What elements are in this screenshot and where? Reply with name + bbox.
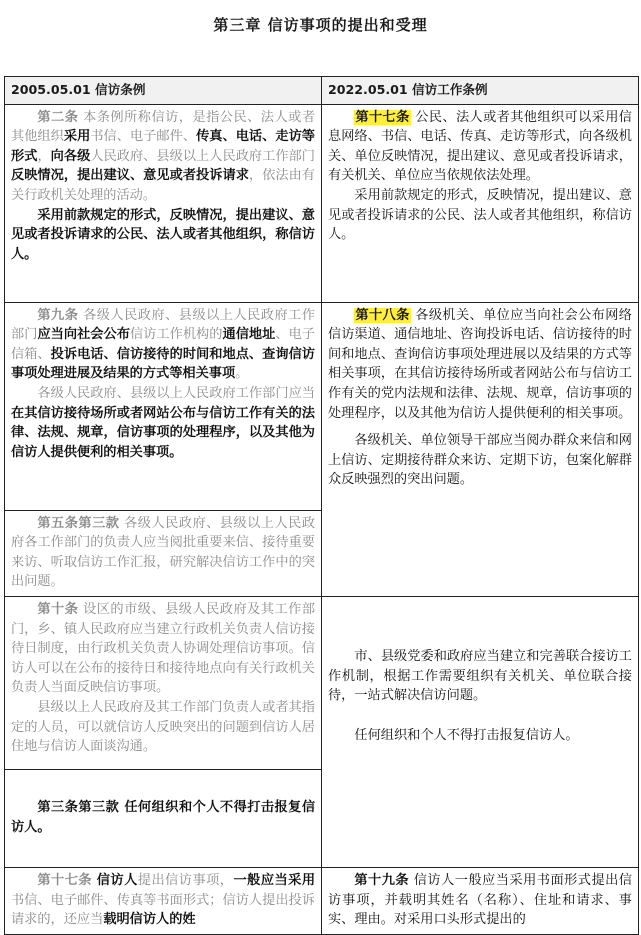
text-span: 各级机关、单位应当向社会公布网络信访渠道、通信地址、咨询投诉电话、信访接待的时间和地点、查询信访事项处理进展以及结果的方式等相关事项，在其信访接待场所或者网站公布与信访工作有关的党内法规和法律、法规、规章，信访事项的处理程序，以及其他为信访人提供便利的相关事项。 (328, 307, 632, 421)
table-row (5, 867, 639, 934)
paragraph (11, 384, 315, 462)
cell-old-article-9 (5, 302, 322, 510)
header-right: 2022.05.01 信访工作条例 (322, 77, 639, 105)
cell-old-article-17 (5, 867, 322, 934)
text-span: 各级人民政府、县级以上人民政府工作部门应当 (37, 385, 315, 401)
article-number-highlight: 第十七条 (355, 109, 410, 125)
article-number: 第十七条 (37, 872, 93, 888)
paragraph (11, 306, 315, 384)
article-number: 第十条 (37, 601, 79, 617)
bold-span: 向各级 (50, 148, 91, 164)
cell-old-article-3-3 (5, 769, 322, 867)
bold-span: 投诉电话、信访接待的时间和地点、查询信访事项处理进展及结果的方式等相关事项 (11, 346, 315, 382)
table-row (5, 302, 639, 510)
bold-span: 应当向社会公布 (37, 327, 130, 343)
text-span: 人民政府、县级以上人民政府工作部门 (90, 148, 315, 164)
text-span: ，依法由有关行政机关处理的活动。 (11, 168, 315, 203)
paragraph: 各级机关、单位领导干部应当阅办群众来信和网上信访、定期接待群众来访、定期下访，包案化解群众反映强烈的突出问题。 (328, 433, 632, 488)
text-span: 各级人民政府、县级以上人民政府各工作部门的负责人应当阅批重要来信、接待重要来访、听取信访工作汇报，研究解决信访工作中的突出问题。 (11, 515, 316, 590)
paragraph (11, 108, 315, 206)
cell-old-article-2 (5, 104, 322, 302)
cell-old-article-10 (5, 596, 322, 769)
paragraph (11, 871, 315, 930)
paragraph (11, 600, 315, 698)
text-span: 书信、电子邮件、 (90, 129, 197, 145)
text-span: 设区的市级、县级人民政府及其工作部门，乡、镇人民政府应当建立行政机关负责人信访接待日制度，由行政机关负责人协调处理信访事项。信访人可以在公布的接待日和接待地点向有关行政机关负责人当面反映信访事项。 (11, 601, 316, 696)
article-number: 第九条 (37, 307, 79, 323)
paragraph: 采用前款规定的形式，反映情况，提出建议、意见或者投诉请求的公民、法人或者其他组织，称信访人。 (328, 187, 632, 243)
paragraph (328, 306, 632, 424)
article-number: 第五条第三款 (37, 515, 120, 531)
spacer (328, 423, 632, 431)
bold-span: 信访人 (96, 872, 138, 888)
paragraph (11, 514, 315, 592)
cell-old-article-5-3 (5, 510, 322, 596)
paragraph: 任何组织和个人不得打击报复信访人。 (354, 728, 579, 744)
bold-span: 反映情况，提出建议、意见或者投诉请求 (11, 168, 249, 184)
text-span: 信访工作机构的 (129, 327, 223, 343)
header-left: 2005.05.01 信访条例 (5, 77, 322, 105)
paragraph (11, 798, 315, 837)
article-number: 第三条第三款 (37, 800, 120, 816)
comparison-table (4, 76, 639, 935)
header-row (5, 77, 639, 105)
spacer (328, 706, 632, 726)
text-span: 。 (235, 366, 249, 382)
text-span: 提出信访事项， (137, 872, 234, 888)
text-span: 、电子信箱、 (11, 327, 315, 362)
paragraph: 市、县级党委和政府应当建立和完善联合接访工作机制，根据工作需要组织有关机关、单位联合接待，一站式解决信访问题。 (328, 649, 632, 704)
chapter-title: 第三章 信访事项的提出和受理 (213, 16, 428, 34)
table-row (5, 104, 639, 302)
bold-span: 传真、电话、走访等形式 (11, 129, 315, 164)
text-span: 各级人民政府、县级以上人民政府工作部门 (11, 307, 316, 343)
spacer (328, 746, 632, 816)
table-row (5, 596, 639, 769)
article-number: 第十九条 (354, 872, 410, 888)
bold-span: 一般应当采用 (233, 872, 316, 888)
cell-new-article-19 (322, 867, 639, 934)
bold-span: 载明信访人的姓 (103, 912, 196, 928)
paragraph (328, 871, 632, 930)
cell-new-article-18 (322, 302, 639, 596)
article-number-highlight: 第十八条 (355, 307, 410, 323)
text-span: 公民、法人或者其他组织可以采用信息网络、书信、电话、传真、走访等形式，向各级机关、单位反映情况，提出建议、意见或者投诉请求，有关机关、单位应当依规依法处理。 (328, 109, 632, 184)
paragraph (328, 108, 632, 186)
text-span: 信访人一般应当采用书面形式提出信访事项，并载明其姓名（名称）、住址和请求、事实、理由。对采用口头形式提出的 (328, 872, 633, 928)
text-span: ， (37, 148, 51, 164)
bold-span: 在其信访接待场所或者网站公布与信访工作有关的法律、法规、规章，信访事项的处理程序，以及其他为信访人提供便利的相关事项。 (11, 405, 315, 460)
bold-span: 通信地址 (222, 327, 276, 343)
article-number: 第二条 (37, 109, 79, 125)
text-span: 本条例所称信访，是指公民、法人或者其他组织 (11, 109, 316, 145)
cell-new-article-17 (322, 104, 639, 302)
paragraph: 县级以上人民政府及其工作部门负责人或者其指定的人员，可以就信访人反映突出的问题到信访人居住地与信访人面谈沟通。 (11, 699, 315, 755)
paragraph: 采用前款规定的形式，反映情况，提出建议、意见或者投诉请求的公民、法人或者其他组织，称信访人。 (11, 207, 315, 262)
text-span: 书信、电子邮件、传真等书面形式；信访人提出投诉请求的，还应当 (11, 892, 315, 928)
cell-new-joint-reception (322, 596, 639, 867)
text-span: 任何组织和个人不得打击报复信访人。 (11, 800, 316, 835)
bold-span: 采用 (63, 129, 91, 145)
